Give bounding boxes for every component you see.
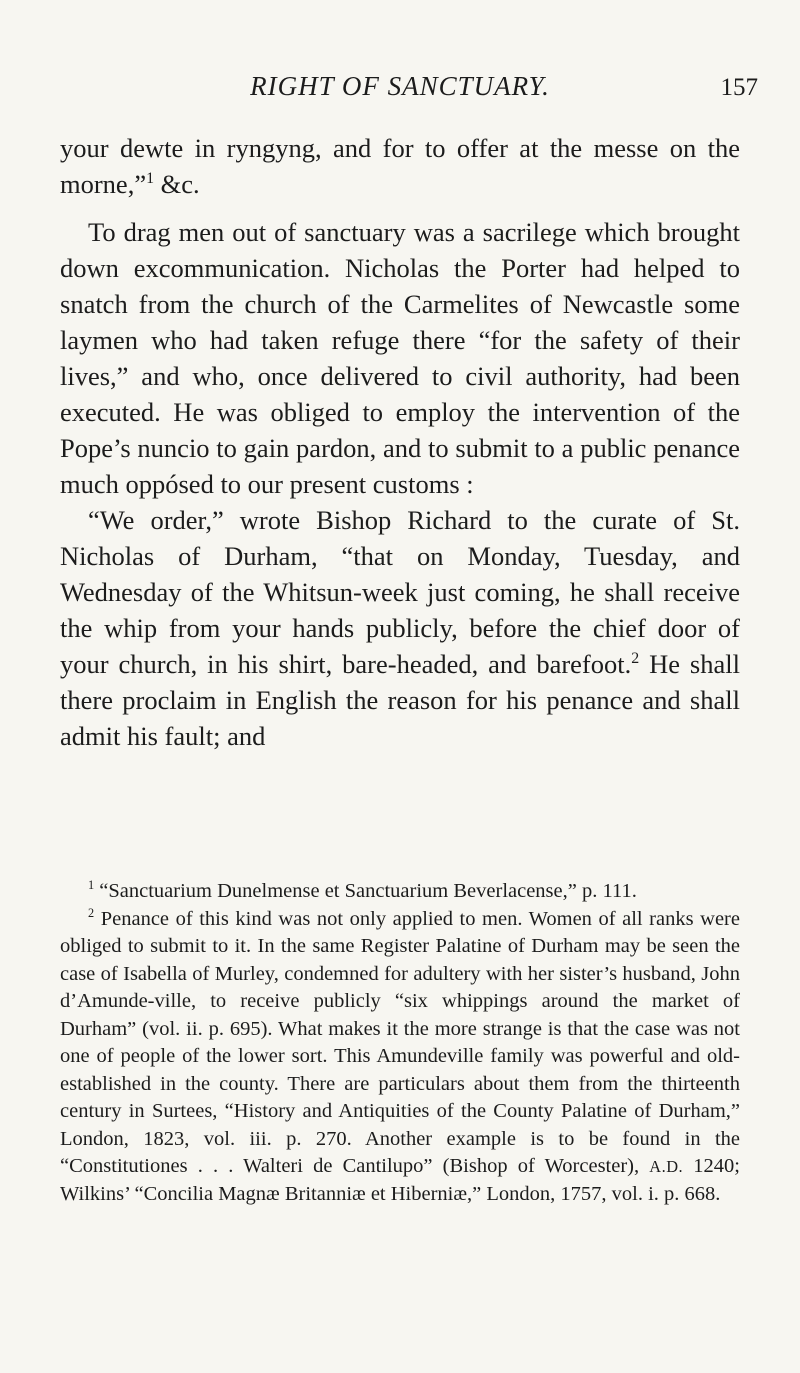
footnote-1-mark: 1	[88, 878, 95, 893]
paragraph-continuation	[60, 130, 740, 202]
paragraph-sanctuary-sacrilege: To drag men out of sanctuary was a sacrilege which brought down excommunication. Nicholas the Porter had helped to snatch from the church of the Carmelites of Newcastle some laymen who had taken refuge there “for the safety of their lives,” and who, once delivered to civil authority, had been executed. He was obliged to employ the intervention of the Pope’s nuncio to gain pardon, and to submit to a public penance much oppósed to our present customs :	[60, 217, 740, 499]
footnote-2-era: A.D.	[649, 1157, 684, 1176]
footnote-2	[60, 906, 740, 1209]
footnote-ref-1: 1	[146, 170, 155, 188]
footnotes	[60, 878, 740, 1208]
footnote-2-mark: 2	[88, 905, 95, 920]
footnote-2-text-a: Penance of this kind was not only applied to men. Women of all ranks were obliged to submit to it. In the same Register Palatine of Durham may be seen the case of Isabella of Murley, condemned for adultery with her sister’s husband, John d’Amunde-ville, to receive publicly “six whippings around the market of Durham” (vol. ii. p. 695). What makes it the more strange is that the case was not one of people of the lower sort. This Amundeville family was powerful and old-established in the county. There are particulars about them from the thirteenth century in Surtees, “History and Antiquities of the County Palatine of Durham,” London, 1823, vol. iii. p. 270. Another example is to be found in the “Constitutiones . . . Walteri de Cantilupo” (Bishop of Worcester),	[60, 907, 740, 1177]
footnote-ref-2: 2	[631, 650, 640, 668]
paragraph-bishop-order	[60, 502, 740, 754]
footnote-2-text-b: 1240; Wilkins’ “Concilia Magnæ Britanniæ et Hiberniæ,” London, 1757, vol. i. p. 668.	[60, 1155, 740, 1205]
body-text	[60, 130, 740, 754]
footnote-1-text: “Sanctuarium Dunelmense et Sanctuarium Beverlacense,” p. 111.	[94, 880, 637, 902]
running-head	[60, 66, 758, 106]
paragraph-continuation-text: your dewte in ryngyng, and for to offer at the messe on the morne,”	[60, 133, 740, 199]
paragraph-bishop-order-text: “We order,” wrote Bishop Richard to the curate of St. Nicholas of Durham, “that on Monday, Tuesday, and Wednesday of the Whitsun-week just coming, he shall receive the whip from your hands publicly, before the chief door of your church, in his shirt, bare-headed, and barefoot.	[60, 505, 740, 679]
page-number: 157	[720, 74, 758, 101]
running-title: RIGHT OF SANCTUARY.	[250, 71, 550, 101]
paragraph-bishop-order-tail: He shall there proclaim in English the reason for his penance and shall admit his fault; and	[60, 649, 740, 751]
paragraph-continuation-tail: &c.	[154, 169, 200, 199]
footnote-1	[60, 878, 740, 906]
